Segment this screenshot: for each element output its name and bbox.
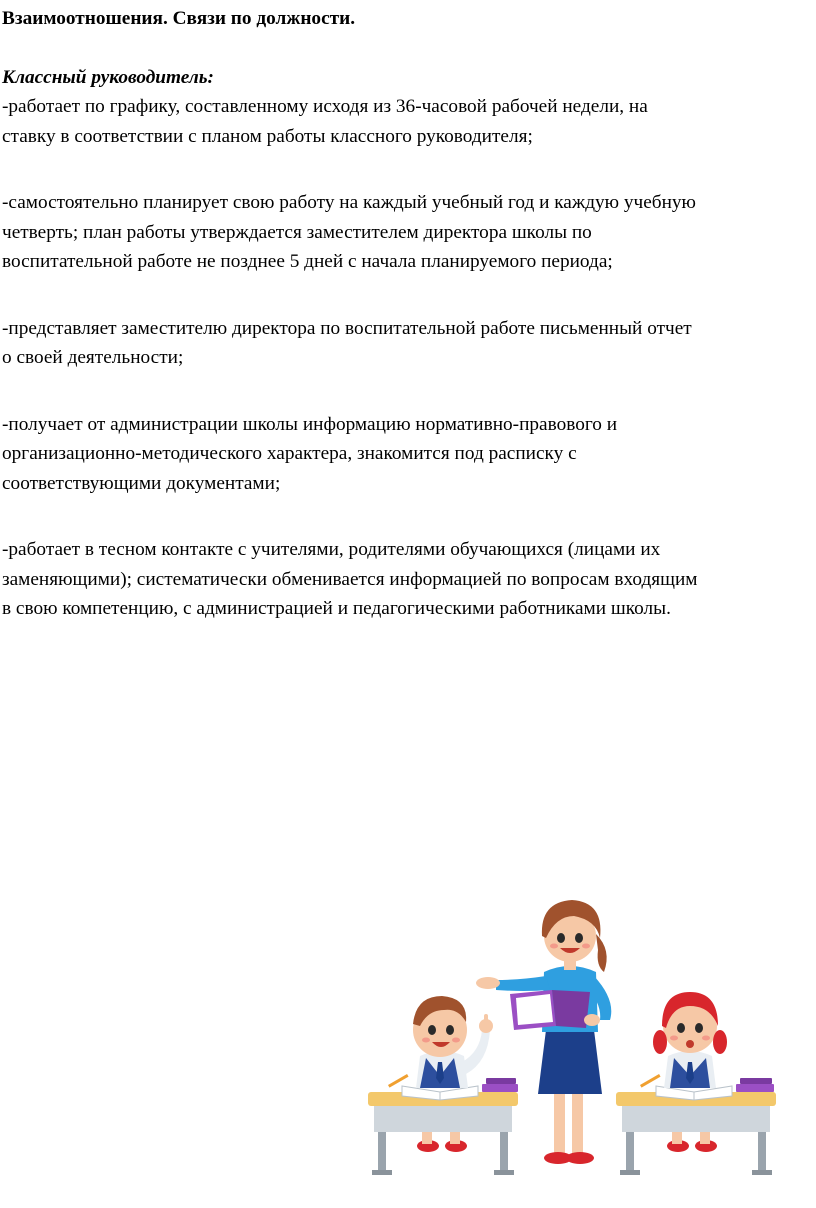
paragraph-line: организационно-методического характера, знакомится под расписку с [2,443,577,464]
paragraph-1 [2,92,814,151]
paragraph-5 [2,535,814,624]
paragraph-line: заменяющими); систематически обменивается информацией по вопросам входящим [2,568,698,590]
paragraph-4 [2,410,814,499]
document-heading: Взаимоотношения. Связи по должности. [2,8,356,29]
paragraph-line: -представляет заместителю директора по воспитательной работе письменный отчет [2,317,692,339]
paragraph-line: в свою компетенцию, с администрацией и педагогическими работниками школы. [2,598,671,619]
right-desk [616,1074,776,1175]
paragraph-line: воспитательной работе не позднее 5 дней с начала планируемого периода; [2,251,613,272]
paragraph-line: ставку в соответствии с планом работы классного руководителя; [2,125,533,147]
paragraph-line: -получает от администрации школы информацию нормативно-правового и [2,413,618,435]
paragraph-line: о своей деятельности; [2,347,184,368]
paragraph-line: -работает по графику, составленному исходя из 36-часовой рабочей недели, на [2,96,648,117]
paragraph-line: соответствующими документами; [2,472,281,494]
paragraph-3 [2,314,814,373]
paragraph-line: -работает в тесном контакте с учителями, родителями обучающихся (лицами их [2,539,661,560]
paragraph-2 [2,188,814,277]
paragraph-line: четверть; план работы утверждается заместителем директора школы по [2,221,592,243]
teacher-with-students-illustration [360,880,790,1180]
paragraph-line: -самостоятельно планирует свою работу на каждый учебный год и каждую учебную [2,192,696,213]
teacher-with-students-icon [360,880,790,1180]
left-desk [368,1074,518,1175]
document-body [2,4,814,661]
section-subheading: Классный руководитель: [2,66,214,88]
